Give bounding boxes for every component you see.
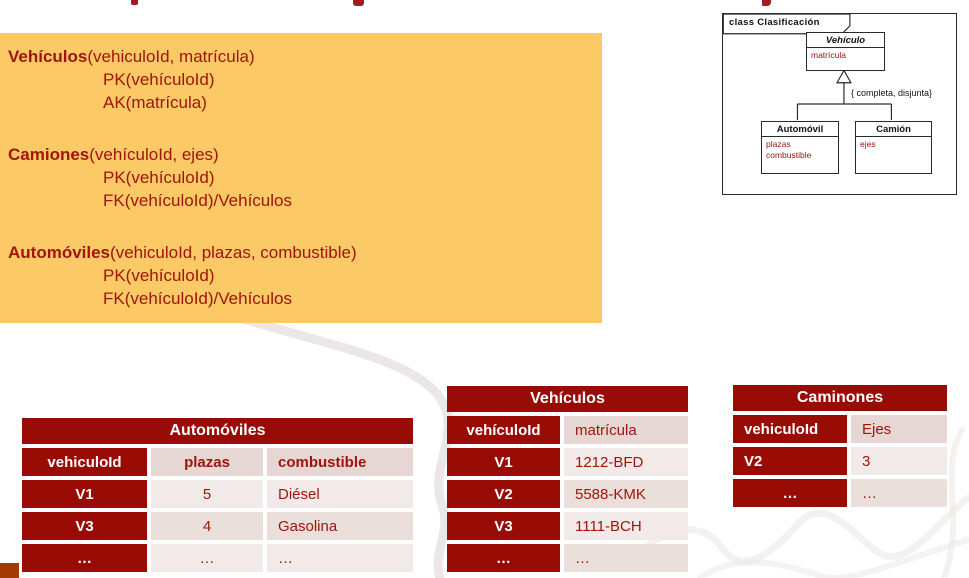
relation-constraint: FK(vehículoId)/Vehículos <box>103 191 292 210</box>
relational-schema-box <box>0 33 602 323</box>
table-cell: Gasolina <box>267 512 413 540</box>
relation-heading <box>8 45 602 68</box>
table-cell: … <box>267 544 413 572</box>
generalization-arrow-icon <box>837 70 851 82</box>
relation-constraint: PK(vehículoId) <box>103 168 215 187</box>
relation-constraint: AK(matrícula) <box>103 93 207 112</box>
table-cell: 1212-BFD <box>564 448 688 476</box>
relation-heading <box>8 241 602 264</box>
cropped-title-fragment <box>131 0 138 5</box>
relation-name: Vehículos <box>8 47 88 66</box>
table-cell: … <box>733 479 847 507</box>
column-header: vehiculoId <box>733 415 847 443</box>
uml-class-camion <box>855 121 932 174</box>
table-title: Vehículos <box>447 386 688 412</box>
table-cell: 5 <box>151 480 263 508</box>
relation-camiones <box>8 143 602 212</box>
relation-name: Camiones <box>8 145 90 164</box>
table-cell: 3 <box>851 447 947 475</box>
uml-attribute: combustible <box>766 150 812 160</box>
table-cell: … <box>447 544 560 572</box>
relation-automoviles <box>8 241 602 310</box>
relation-attrs: (vehículoId, ejes) <box>89 145 219 164</box>
relation-vehiculos <box>8 45 602 114</box>
relation-constraint: FK(vehículoId)/Vehículos <box>103 289 292 308</box>
table-cell: V3 <box>447 512 560 540</box>
table-cell: … <box>151 544 263 572</box>
relation-name: Automóviles <box>8 243 111 262</box>
table-cell: 4 <box>151 512 263 540</box>
table-title: Caminones <box>733 385 947 411</box>
uml-class-name: Vehículo <box>807 33 884 48</box>
table-caminones <box>733 385 947 507</box>
table-cell: 5588-KMK <box>564 480 688 508</box>
table-cell: … <box>22 544 147 572</box>
relation-attrs: (vehiculoId, matrícula) <box>87 47 255 66</box>
uml-class-diagram <box>722 13 957 195</box>
table-cell: V1 <box>22 480 147 508</box>
column-header: vehículoId <box>447 416 560 444</box>
column-header: Ejes <box>851 415 947 443</box>
relation-constraint: PK(vehículoId) <box>103 70 215 89</box>
table-cell: V2 <box>733 447 847 475</box>
uml-class-vehiculo <box>806 32 885 71</box>
column-header: vehiculoId <box>22 448 147 476</box>
table-cell: V2 <box>447 480 560 508</box>
generalization-constraint-label: { completa, disjunta} <box>851 88 933 98</box>
table-cell: V3 <box>22 512 147 540</box>
slide-corner-accent <box>0 563 19 578</box>
uml-class-name: Camión <box>856 122 931 137</box>
table-vehiculos <box>447 386 688 572</box>
table-cell: 1111-BCH <box>564 512 688 540</box>
table-title: Automóviles <box>22 418 413 444</box>
table-cell: V1 <box>447 448 560 476</box>
cropped-title-fragment <box>353 0 364 6</box>
uml-attribute: plazas <box>766 139 791 149</box>
uml-attribute: matrícula <box>811 50 846 60</box>
uml-class-automovil <box>761 121 839 174</box>
table-automoviles <box>22 418 413 572</box>
table-cell: … <box>564 544 688 572</box>
column-header: combustible <box>267 448 413 476</box>
uml-attribute: ejes <box>860 139 876 149</box>
uml-class-name: Automóvil <box>762 122 838 137</box>
relation-heading <box>8 143 602 166</box>
column-header: plazas <box>151 448 263 476</box>
relation-attrs: (vehiculoId, plazas, combustible) <box>110 243 357 262</box>
relation-constraint: PK(vehículoId) <box>103 266 215 285</box>
uml-frame-label: class Clasificación <box>729 17 820 28</box>
column-header: matrícula <box>564 416 688 444</box>
table-cell: Diésel <box>267 480 413 508</box>
table-cell: … <box>851 479 947 507</box>
